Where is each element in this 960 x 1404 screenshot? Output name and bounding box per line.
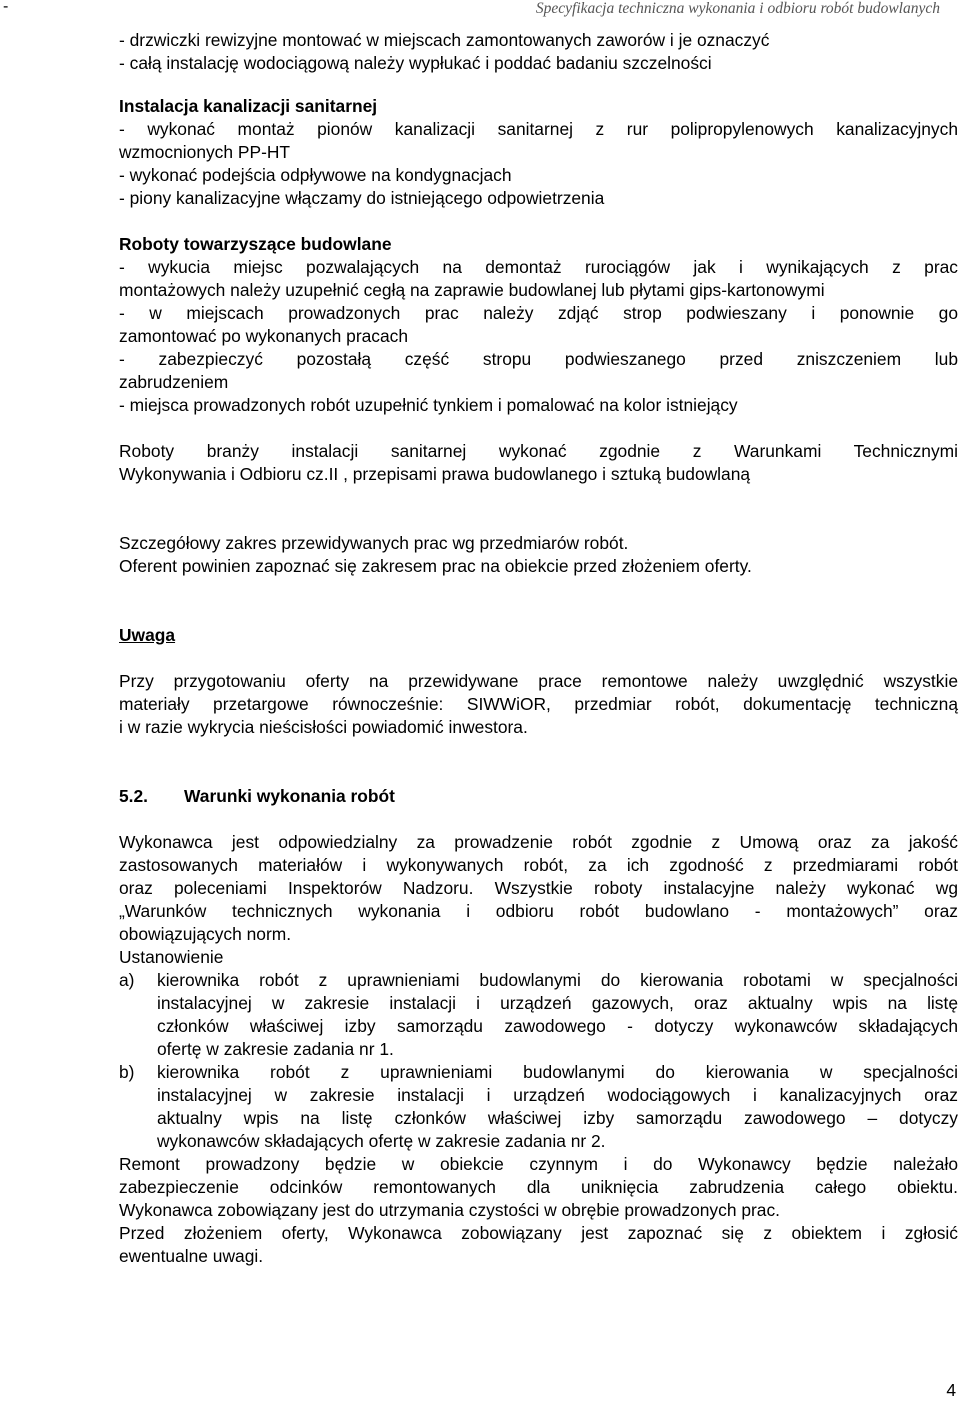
paragraph-line: zamontować po wykonanych pracach [119, 326, 409, 346]
paragraph-line: Wykonawca jest odpowiedzialny za prowadzenie robót zgodnie z Umową oraz za jakość [119, 832, 958, 852]
paragraph-line: zabrudzeniem [119, 372, 229, 392]
paragraph-line: i w razie wykrycia nieścisłości powiadomić inwestora. [119, 717, 528, 737]
paragraph-line: zabezpieczenie odcinków remontowanych dla uniknięcia zabrudzenia całego obiektu. [119, 1177, 958, 1197]
paragraph-line: Szczegółowy zakres przewidywanych prac wg przedmiarów robót. [119, 533, 629, 553]
corner-mark: - [3, 0, 9, 15]
list-line: kierownika robót z uprawnieniami budowlanymi do kierowania robotami w specjalności [157, 970, 958, 990]
section-heading-warunki [119, 785, 958, 808]
uwaga-heading: Uwaga [119, 625, 176, 645]
paragraph-line: Remont prowadzony będzie w obiekcie czynnym i do Wykonawcy będzie należało [119, 1154, 958, 1174]
paragraph-line: ewentualne uwagi. [119, 1246, 264, 1266]
section-heading-kanalizacja: Instalacja kanalizacji sanitarnej [119, 96, 378, 116]
paragraph-line: oraz poleceniami Inspektorów Nadzoru. Wszystkie roboty instalacyjne należy wykonać wg [119, 878, 958, 898]
paragraph-line: - w miejscach prowadzonych prac należy zdjąć strop podwieszany i ponownie go [119, 303, 958, 323]
paragraph-line: - miejsca prowadzonych robót uzupełnić tynkiem i pomalować na kolor istniejący [119, 395, 738, 415]
paragraph-line: Oferent powinien zapoznać się zakresem prac na obiekcie przed złożeniem oferty. [119, 556, 752, 576]
list-line: kierownika robót z uprawnieniami budowlanymi do kierowania w specjalności [157, 1062, 958, 1082]
paragraph-line: - wykonać podejścia odpływowe na kondygnacjach [119, 165, 512, 185]
paragraph-line: materiały przetargowe równocześnie: SIWWiOR, przedmiar robót, dokumentację techniczną [119, 694, 958, 714]
list-line: instalacyjnej w zakresie instalacji i urządzeń gazowych, oraz aktualny wpis na listę [157, 993, 958, 1013]
list-line: instalacyjnej w zakresie instalacji i urządzeń wodociągowych i kanalizacyjnych oraz [157, 1085, 958, 1105]
paragraph-line: Roboty branży instalacji sanitarnej wykonać zgodnie z Warunkami Technicznymi [119, 441, 958, 461]
list-line: członków właściwej izby samorządu zawodowego - dotyczy wykonawców składających [157, 1016, 958, 1036]
paragraph-line: wzmocnionych PP-HT [119, 142, 291, 162]
paragraph-line: obowiązujących norm. [119, 924, 292, 944]
page-number: 4 [946, 1380, 956, 1400]
paragraph-line: - całą instalację wodociągową należy wypłukać i poddać badaniu szczelności [119, 53, 712, 73]
list-line: aktualny wpis na listę członków właściwej izby samorządu zawodowego – dotyczy [157, 1108, 958, 1128]
list-item [119, 969, 958, 1061]
paragraph-line: „Warunków technicznych wykonania i odbioru robót budowlano - montażowych” oraz [119, 901, 958, 921]
section-heading-towarzyszace: Roboty towarzyszące budowlane [119, 234, 392, 254]
paragraph-line: - drzwiczki rewizyjne montować w miejscach zamontowanych zaworów i je oznaczyć [119, 30, 770, 50]
paragraph-line: - piony kanalizacyjne włączamy do istniejącego odpowietrzenia [119, 188, 605, 208]
paragraph-line: - wykonać montaż pionów kanalizacji sanitarnej z rur polipropylenowych kanalizacyjnych [119, 119, 958, 139]
list-marker: b) [119, 1062, 135, 1082]
paragraph-line: Ustanowienie [119, 947, 224, 967]
list-item [119, 1061, 958, 1153]
list-line: ofertę w zakresie zadania nr 1. [157, 1039, 394, 1059]
document-body [119, 29, 958, 1268]
paragraph-line: - wykucia miejsc pozwalających na demontaż rurociągów jak i wynikających z prac [119, 257, 958, 277]
page-header: Specyfikacja techniczna wykonania i odbioru robót budowlanych [535, 0, 940, 17]
paragraph-line: Przed złożeniem oferty, Wykonawca zobowiązany jest zapoznać się z obiektem i zgłosić [119, 1223, 958, 1243]
paragraph-line: zastosowanych materiałów i wykonywanych robót, za ich zgodność z przedmiarami robót [119, 855, 958, 875]
paragraph-line: Wykonywania i Odbioru cz.II , przepisami prawa budowlanego i sztuką budowlaną [119, 464, 751, 484]
paragraph-line: montażowych należy uzupełnić cegłą na zaprawie budowlanej lub płytami gips-kartonowymi [119, 280, 825, 300]
list-line: wykonawców składających ofertę w zakresie zadania nr 2. [157, 1131, 606, 1151]
paragraph-line: Wykonawca zobowiązany jest do utrzymania czystości w obrębie prowadzonych prac. [119, 1200, 780, 1220]
section-number: 5.2. [119, 786, 149, 806]
section-title: Warunki wykonania robót [184, 786, 395, 806]
list-marker: a) [119, 970, 135, 990]
paragraph-line: - zabezpieczyć pozostałą część stropu podwieszanego przed zniszczeniem lub [119, 349, 958, 369]
paragraph-line: Przy przygotowaniu oferty na przewidywane prace remontowe należy uwzględnić wszystkie [119, 671, 958, 691]
